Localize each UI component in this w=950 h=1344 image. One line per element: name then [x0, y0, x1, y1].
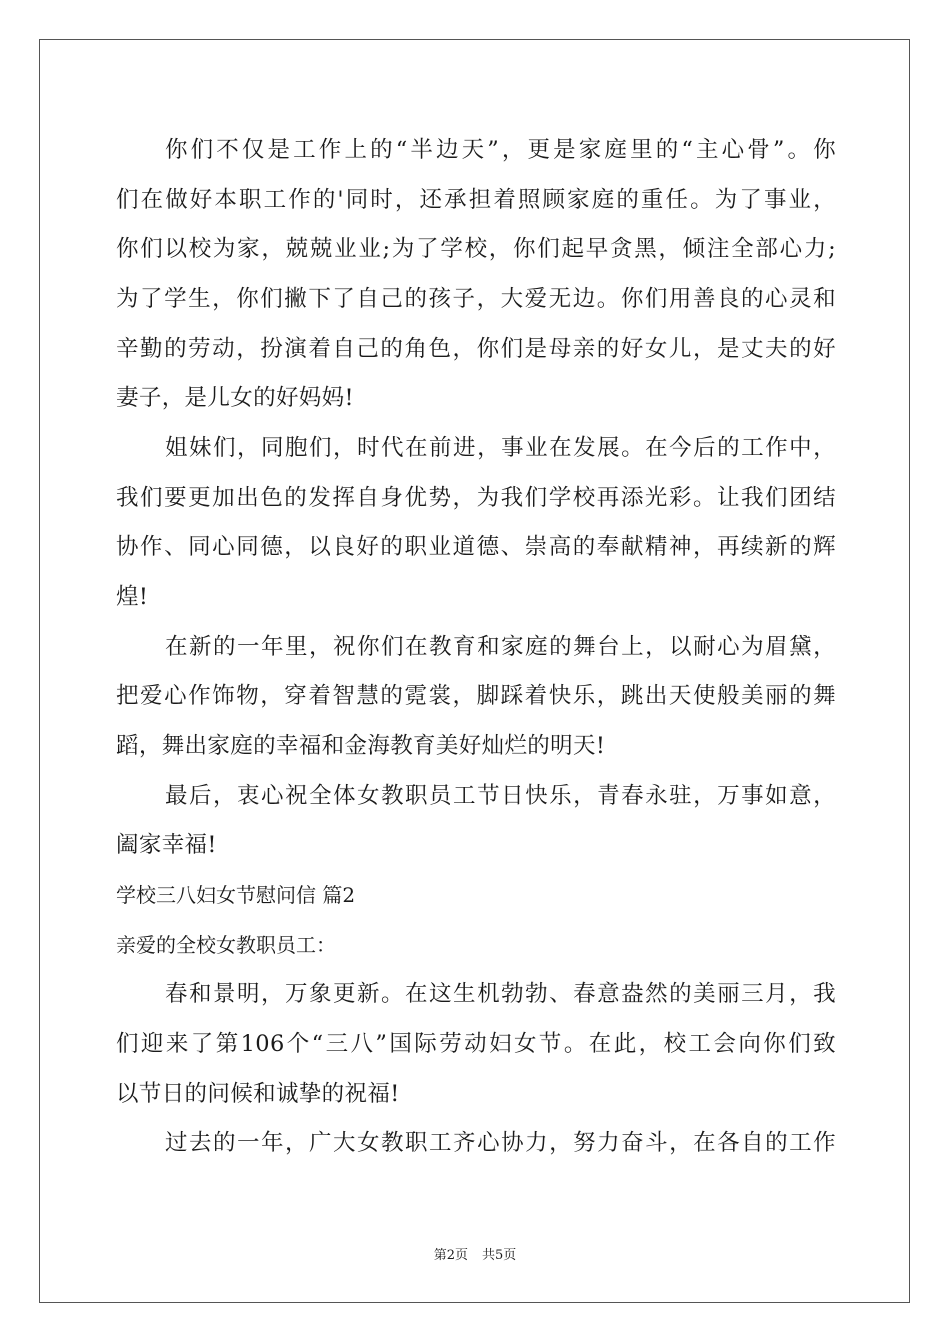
section-heading: 学校三八妇女节慰问信 篇2	[116, 883, 356, 907]
paragraph-line: 过去的一年，广大女教职工齐心协力，努力奋斗，在各自的工作	[165, 1130, 836, 1156]
page-number: 第2页	[433, 1248, 468, 1263]
paragraph-line: 协作、同心同德，以良好的职业道德、崇高的奉献精神，再续新的辉	[116, 534, 836, 560]
paragraph-line: 以节日的问候和诚挚的祝福!	[116, 1081, 400, 1107]
paragraph-line: 妻子，是儿女的好妈妈!	[116, 385, 354, 411]
paragraph-line: 为了学生，你们撇下了自己的孩子，大爱无边。你们用善良的心灵和	[116, 286, 836, 312]
paragraph-line: 蹈，舞出家庭的幸福和金海教育美好灿烂的明天!	[116, 733, 606, 759]
paragraph-line: 最后，衷心祝全体女教职员工节日快乐，青春永驻，万事如意，	[165, 783, 836, 809]
paragraph-line: 你们以校为家，兢兢业业;为了学校，你们起早贪黑，倾注全部心力;	[116, 236, 836, 262]
paragraph-line: 你们不仅是工作上的“半边天”，更是家庭里的“主心骨”。你	[165, 137, 836, 163]
salutation: 亲爱的全校女教职员工：	[116, 933, 336, 957]
page-total: 共5页	[482, 1248, 517, 1263]
paragraph-line: 在新的一年里，祝你们在教育和家庭的舞台上，以耐心为眉黛，	[165, 634, 836, 660]
paragraph-line: 们在做好本职工作的'同时，还承担着照顾家庭的重任。为了事业，	[116, 187, 836, 213]
paragraph-line: 辛勤的劳动，扮演着自己的角色，你们是母亲的好女儿，是丈夫的好	[116, 336, 836, 362]
paragraph-line: 姐妹们，同胞们，时代在前进，事业在发展。在今后的工作中，	[165, 435, 836, 461]
paragraph-line: 春和景明，万象更新。在这生机勃勃、春意盎然的美丽三月，我	[165, 981, 836, 1007]
paragraph-line: 把爱心作饰物，穿着智慧的霓裳，脚踩着快乐，跳出天使般美丽的舞	[116, 683, 836, 709]
paragraph-line: 煌!	[116, 584, 149, 610]
paragraph-line: 我们要更加出色的发挥自身优势，为我们学校再添光彩。让我们团结	[116, 485, 836, 511]
paragraph-line: 阖家幸福!	[116, 832, 217, 858]
paragraph-line: 们迎来了第106个“三八”国际劳动妇女节。在此，校工会向你们致	[116, 1031, 836, 1057]
page-footer	[0, 1247, 950, 1265]
page-border	[39, 39, 910, 1303]
